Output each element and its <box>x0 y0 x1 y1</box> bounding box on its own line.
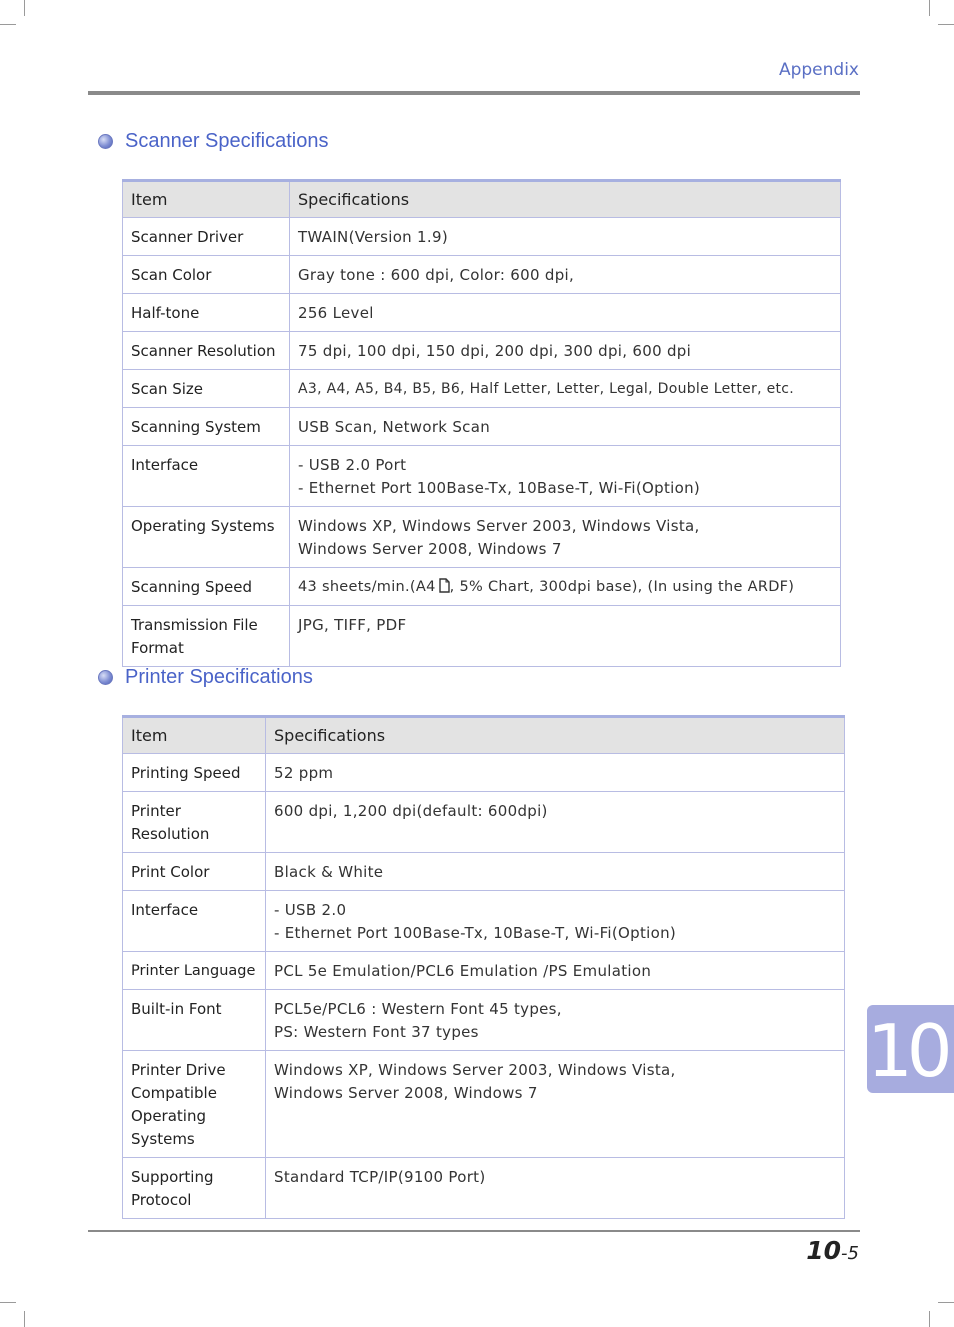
spec-cell: USB Scan, Network Scan <box>290 408 841 446</box>
table-row <box>123 370 841 408</box>
table-row <box>123 952 845 990</box>
spec-line: - Ethernet Port 100Base-Tx, 10Base-T, Wi-Fi(Option) <box>298 479 701 497</box>
item-cell: Interface <box>123 891 266 952</box>
table-header-row <box>123 717 845 754</box>
spec-line: - Ethernet Port 100Base-Tx, 10Base-T, Wi-Fi(Option) <box>274 924 677 942</box>
item-cell: Interface <box>123 446 290 507</box>
table-row <box>123 408 841 446</box>
spec-cell: PCL 5e Emulation/PCL6 Emulation /PS Emulation <box>266 952 845 990</box>
crop-mark-bottom-right-h <box>938 1302 954 1303</box>
chapter-tab-number: 10 <box>867 1009 947 1093</box>
portrait-page-icon <box>439 578 450 593</box>
table-row <box>123 792 845 853</box>
column-header-item: Item <box>123 717 266 754</box>
item-line: Format <box>131 639 184 657</box>
spec-cell: 75 dpi, 100 dpi, 150 dpi, 200 dpi, 300 dpi, 600 dpi <box>290 332 841 370</box>
table-row <box>123 218 841 256</box>
item-cell: Scan Color <box>123 256 290 294</box>
item-cell <box>123 1158 266 1219</box>
spec-cell: Standard TCP/IP(9100 Port) <box>266 1158 845 1219</box>
crop-mark-bottom-left-h <box>0 1302 16 1303</box>
spec-text-b: , 5% Chart, 300dpi base), (In using the ARDF) <box>449 579 795 595</box>
item-cell <box>123 792 266 853</box>
page-index: 5 <box>847 1243 859 1264</box>
crop-mark-bottom-left-v <box>24 1311 25 1327</box>
item-cell: Printing Speed <box>123 754 266 792</box>
spec-cell: JPG, TIFF, PDF <box>290 606 841 667</box>
item-cell: Operating Systems <box>123 507 290 568</box>
page-chapter: 10 <box>806 1236 842 1265</box>
spec-cell <box>290 568 841 606</box>
table-row <box>123 294 841 332</box>
spec-line: Windows XP, Windows Server 2003, Windows Vista, <box>298 517 700 535</box>
page-separator: - <box>841 1243 848 1264</box>
item-line: Transmission File <box>131 616 258 634</box>
page-number <box>806 1236 859 1265</box>
column-header-spec: Specifications <box>290 181 841 218</box>
table-row <box>123 446 841 507</box>
chapter-tab <box>867 1005 954 1093</box>
item-line: Protocol <box>131 1191 192 1209</box>
table-row <box>123 853 845 891</box>
footer-rule <box>88 1230 860 1232</box>
running-header: Appendix <box>778 60 859 80</box>
printer-section-title <box>98 666 313 689</box>
spec-cell <box>266 990 845 1051</box>
item-cell: Scanner Driver <box>123 218 290 256</box>
spec-cell <box>290 446 841 507</box>
spec-cell: Black & White <box>266 853 845 891</box>
crop-mark-top-left-h <box>0 24 16 25</box>
table-row <box>123 256 841 294</box>
table-row <box>123 1158 845 1219</box>
table-row <box>123 891 845 952</box>
spec-cell: A3, A4, A5, B4, B5, B6, Half Letter, Letter, Legal, Double Letter, etc. <box>290 370 841 408</box>
crop-mark-top-left-v <box>24 0 25 16</box>
item-cell: Scanning System <box>123 408 290 446</box>
crop-mark-top-right-h <box>938 24 954 25</box>
column-header-item: Item <box>123 181 290 218</box>
spec-line: Windows XP, Windows Server 2003, Windows Vista, <box>274 1061 676 1079</box>
spec-cell: 52 ppm <box>266 754 845 792</box>
printer-spec-table <box>122 715 845 1219</box>
table-row <box>123 568 841 606</box>
item-line: Printer Drive <box>131 1061 226 1079</box>
column-header-spec: Specifications <box>266 717 845 754</box>
spec-text-a: 43 sheets/min.(A4 <box>298 579 436 595</box>
table-row <box>123 606 841 667</box>
bullet-icon <box>98 670 113 685</box>
spec-line: Windows Server 2008, Windows 7 <box>298 540 562 558</box>
spec-line: PS: Western Font 37 types <box>274 1023 479 1041</box>
item-cell: Built-in Font <box>123 990 266 1051</box>
item-cell <box>123 1051 266 1158</box>
table-row <box>123 1051 845 1158</box>
table-row <box>123 754 845 792</box>
scanner-spec-table <box>122 179 841 667</box>
item-line: Resolution <box>131 825 210 843</box>
item-cell: Print Color <box>123 853 266 891</box>
spec-cell: 256 Level <box>290 294 841 332</box>
spec-cell <box>266 1051 845 1158</box>
spec-cell: 600 dpi, 1,200 dpi(default: 600dpi) <box>266 792 845 853</box>
spec-line: - USB 2.0 <box>274 901 347 919</box>
scanner-section-title <box>98 130 328 153</box>
spec-cell: TWAIN(Version 1.9) <box>290 218 841 256</box>
header-rule <box>88 91 860 95</box>
item-cell <box>123 606 290 667</box>
spec-cell <box>266 891 845 952</box>
item-line: Compatible <box>131 1084 217 1102</box>
spec-line: - USB 2.0 Port <box>298 456 407 474</box>
item-cell: Printer Language <box>123 952 266 990</box>
crop-mark-top-right-v <box>929 0 930 16</box>
table-header-row <box>123 181 841 218</box>
item-cell: Half-tone <box>123 294 290 332</box>
spec-line: PCL5e/PCL6 : Western Font 45 types, <box>274 1000 562 1018</box>
table-row <box>123 990 845 1051</box>
item-cell: Scanner Resolution <box>123 332 290 370</box>
printer-title-text: Printer Specifications <box>125 666 313 688</box>
item-line: Printer <box>131 802 181 820</box>
spec-cell <box>290 507 841 568</box>
item-line: Systems <box>131 1130 195 1148</box>
item-cell: Scanning Speed <box>123 568 290 606</box>
spec-line: Windows Server 2008, Windows 7 <box>274 1084 538 1102</box>
item-cell: Scan Size <box>123 370 290 408</box>
item-line: Operating <box>131 1107 206 1125</box>
scanner-title-text: Scanner Specifications <box>125 130 329 152</box>
crop-mark-bottom-right-v <box>929 1311 930 1327</box>
table-row <box>123 332 841 370</box>
bullet-icon <box>98 134 113 149</box>
table-row <box>123 507 841 568</box>
spec-cell: Gray tone : 600 dpi, Color: 600 dpi, <box>290 256 841 294</box>
item-line: Supporting <box>131 1168 214 1186</box>
